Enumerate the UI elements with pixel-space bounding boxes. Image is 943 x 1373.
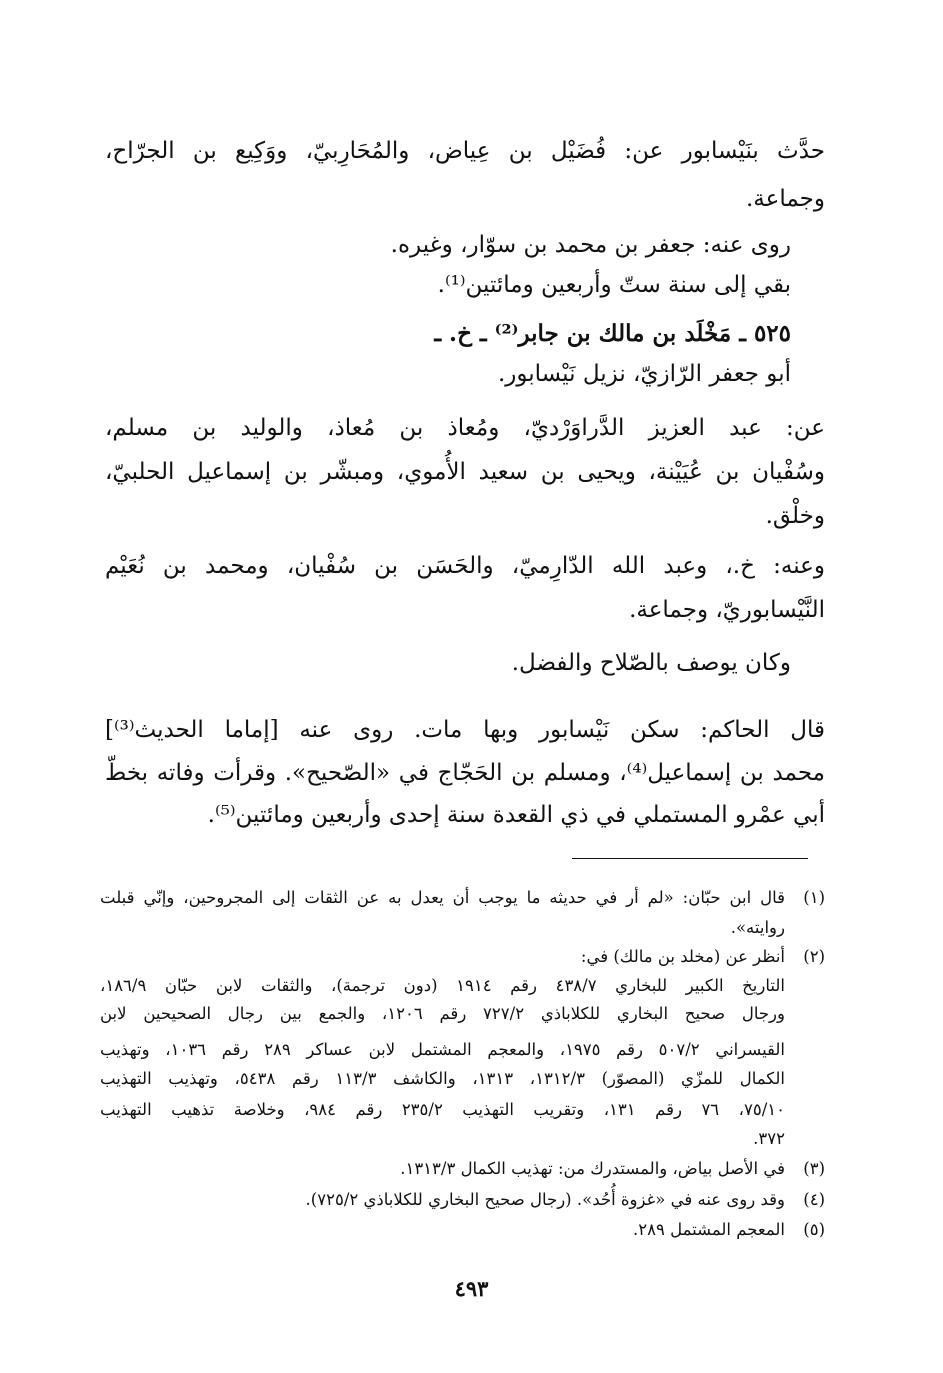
footnote-2-line-5: الكمال للمزّي (المصوّر) ١٣١٢/٣، ١٣١٣، والكاشف ١١٣/٣ رقم ٥٤٣٨، وتهذيب التهذيب: [100, 1069, 785, 1088]
body-line-12: وكان يوصف بالصّلاح والفضل.: [511, 650, 791, 676]
body-line-14: محمد بن إسماعيل⁽⁴⁾، ومسلم بن الحَجّاج في «الصّحيح». وقرأت وفاته بخطّ: [105, 760, 825, 786]
body-line-15: أبي عمْرو المستملي في ذي القعدة سنة إحدى وأربعين ومائتين⁽⁵⁾.: [207, 802, 825, 828]
body-line-9: وخلْق.: [765, 503, 825, 529]
body-line-8: وسُفْيان بن عُيَيْنة، ويحيى بن سعيد الأُموي، ومبشّر بن إسماعيل الحلبيّ،: [105, 459, 825, 485]
footnote-2-line-7: ٣٧٢.: [753, 1129, 785, 1148]
footnote-number-1: (١): [803, 888, 825, 907]
footnote-3-line-1: في الأصل بياض، والمستدرك من: تهذيب الكمال ١٣١٣/٣.: [400, 1159, 785, 1178]
footnote-2-line-4: القيسراني ٥٠٧/٢ رقم ١٩٧٥، والمعجم المشتمل لابن عساكر ٢٨٩ رقم ١٠٣٦، وتهذيب: [100, 1040, 786, 1059]
footnote-number-5: (٥): [803, 1220, 825, 1239]
footnote-5-line-1: المعجم المشتمل ٢٨٩.: [633, 1220, 785, 1239]
footnote-2-line-3: ورجال صحيح البخاري للكلاباذي ٧٢٧/٢ رقم ١٢٠٦، والجمع بين رجال الصحيحين لابن: [100, 1004, 785, 1023]
body-line-4: بقي إلى سنة ستّ وأربعين ومائتين⁽¹⁾.: [437, 272, 791, 298]
body-line-11: النَّيْسابوريّ، وجماعة.: [629, 597, 825, 623]
page-number: ٤٩٣: [454, 1276, 489, 1301]
footnote-1-line-2: روايته».: [730, 918, 785, 937]
body-line-1: حدَّث بنَيْسابور عن: فُضَيْل بن عِياض، والمُحَارِبيّ، ووَكِيع بن الجرّاح،: [105, 138, 825, 164]
body-line-13: قال الحاكم: سكن نَيْسابور وبها مات. روى عنه [إماما الحديث⁽³⁾]: [105, 717, 825, 743]
footnote-2-line-2: التاريخ الكبير للبخاري ٤٣٨/٧ رقم ١٩١٤ (دون ترجمة)، والثقات لابن حبّان ١٨٦/٩،: [100, 976, 785, 995]
body-line-2: وجماعة.: [746, 186, 825, 212]
body-line-6: أبو جعفر الرّازيّ، نزيل نَيْسابور.: [497, 361, 791, 387]
body-line-3: روى عنه: جعفر بن محمد بن سوّار، وغيره.: [390, 232, 791, 258]
footnote-number-3: (٣): [803, 1159, 825, 1178]
footnote-4-line-1: وقد روى عنه في «غزوة أُحُد». (رجال صحيح البخاري للكلاباذي ٧٢٥/٢).: [305, 1190, 785, 1209]
footnote-2-line-1: أنظر عن (مخلد بن مالك) في:: [580, 947, 785, 966]
footnote-1-line-1: قال ابن حبّان: «لم أر في حديثه ما يوجب أن يعدل به عن الثقات إلى المجروحين، وإنّي قبلت: [100, 888, 785, 907]
body-line-10: وعنه: خ.، وعبد الله الدّارِميّ، والحَسَن بن سُفْيان، ومحمد بن نُعَيْم: [105, 553, 825, 579]
footnote-2-line-6: ٧٥/١٠، ٧٦ رقم ١٣١، وتقريب التهذيب ٢٣٥/٢ رقم ٩٨٤، وخلاصة تذهيب التهذيب: [100, 1100, 785, 1119]
footnote-divider: [572, 858, 808, 859]
entry-heading-525: ٥٢٥ ـ مَخْلَد بن مالك بن جابر⁽²⁾ ـ خ. ـ: [434, 320, 791, 347]
footnote-number-4: (٤): [803, 1190, 825, 1209]
body-line-7: عن: عبد العزيز الدَّراوَرْديّ، ومُعاذ بن مُعاذ، والوليد بن مسلم،: [105, 415, 825, 441]
footnote-number-2: (٢): [803, 947, 825, 966]
